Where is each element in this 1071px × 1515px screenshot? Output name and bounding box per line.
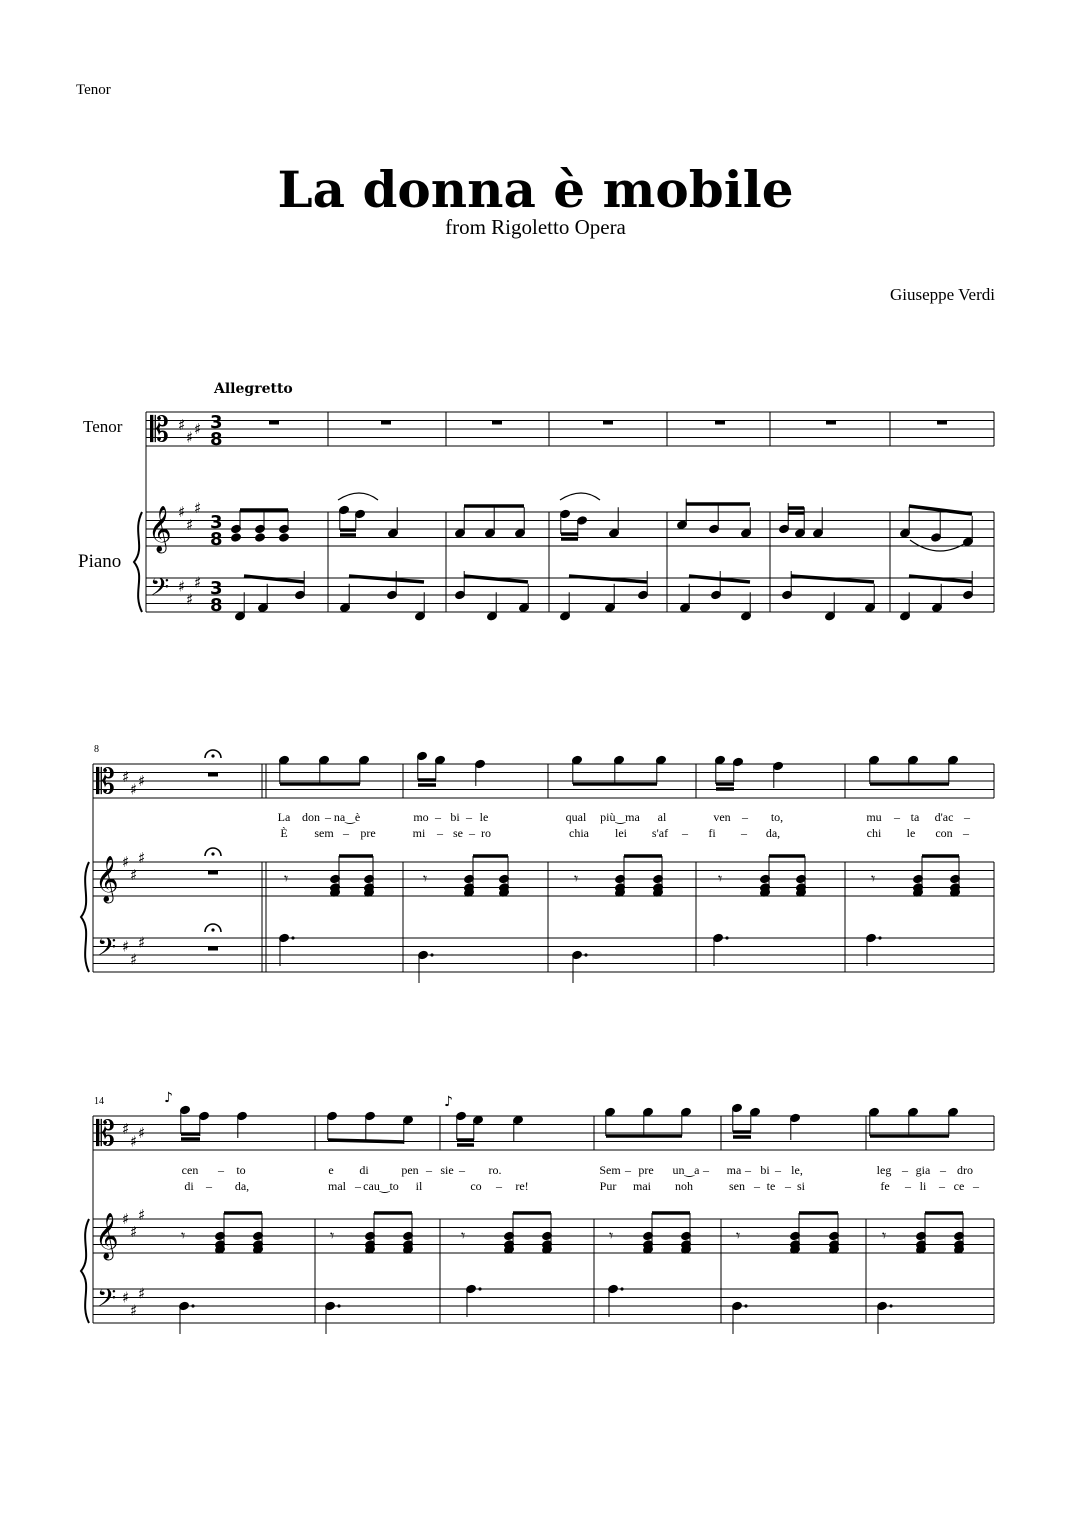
whole-rest bbox=[208, 947, 218, 951]
treble-clef-icon: 𝄞 bbox=[95, 1212, 119, 1259]
lyric-syllable: noh bbox=[675, 1179, 693, 1193]
key-signature-sharp-icon: ♯ bbox=[138, 933, 146, 952]
lyric-syllable: qual bbox=[565, 810, 587, 824]
lyric-syllable: dro bbox=[957, 1163, 973, 1177]
lyric-syllable: ce bbox=[953, 1179, 965, 1193]
lyric-syllable: s'af bbox=[651, 826, 669, 840]
bass-clef-icon: 𝄢 bbox=[150, 573, 170, 609]
lyric-syllable: – bbox=[902, 1163, 908, 1177]
whole-rest bbox=[381, 421, 391, 425]
lyric-syllable: – bbox=[435, 810, 441, 824]
eighth-rest-icon: 𝄾 bbox=[871, 869, 876, 889]
lyric-syllable: – bbox=[325, 810, 331, 824]
lyric-syllable: se bbox=[453, 826, 463, 840]
eighth-rest-icon: 𝄾 bbox=[718, 869, 723, 889]
augmentation-dot bbox=[878, 936, 881, 939]
lyric-syllable: al bbox=[657, 810, 667, 824]
key-signature-sharp-icon: ♯ bbox=[122, 767, 130, 786]
piano-brace bbox=[81, 1219, 89, 1323]
eighth-rest-icon: 𝄾 bbox=[330, 1226, 335, 1246]
lyric-syllable: da, bbox=[765, 826, 781, 840]
eighth-rest-icon: 𝄾 bbox=[574, 869, 579, 889]
whole-rest bbox=[715, 421, 725, 425]
lyric-syllable: – bbox=[206, 1179, 212, 1193]
lyric-syllable: e bbox=[328, 1163, 334, 1177]
score-title: La donna è mobile bbox=[277, 160, 794, 219]
treble-clef-icon: 𝄞 bbox=[95, 855, 119, 902]
whole-rest bbox=[208, 773, 218, 777]
note-beam bbox=[349, 576, 424, 582]
lyric-syllable: ro. bbox=[488, 1163, 502, 1177]
whole-rest bbox=[937, 421, 947, 425]
key-signature-sharp-icon: ♯ bbox=[186, 515, 194, 534]
grace-note-icon: ♪ bbox=[164, 1090, 173, 1106]
key-signature-sharp-icon: ♯ bbox=[186, 590, 194, 609]
grace-note-icon: ♪ bbox=[444, 1094, 453, 1110]
key-signature-sharp-icon: ♯ bbox=[194, 498, 202, 517]
augmentation-dot bbox=[744, 1304, 747, 1307]
lyric-syllable: gia bbox=[915, 1163, 931, 1177]
lyric-syllable: si bbox=[796, 1179, 806, 1193]
fermata-dot bbox=[211, 754, 214, 757]
eighth-rest-icon: 𝄾 bbox=[423, 869, 428, 889]
augmentation-dot bbox=[291, 936, 294, 939]
time-signature-numerator: 3 bbox=[210, 578, 223, 600]
lyric-syllable: Sem bbox=[599, 1163, 621, 1177]
time-signature-numerator: 3 bbox=[210, 412, 223, 434]
lyric-syllable: pen bbox=[401, 1163, 419, 1177]
lyric-syllable: – bbox=[625, 1163, 631, 1177]
augmentation-dot bbox=[889, 1304, 892, 1307]
piano-brace bbox=[81, 862, 89, 972]
note-beam bbox=[909, 576, 972, 582]
lyric-syllable: – bbox=[741, 826, 747, 840]
key-signature-sharp-icon: ♯ bbox=[186, 428, 194, 447]
slur bbox=[910, 540, 970, 551]
lyric-syllable: di bbox=[359, 1163, 369, 1177]
slur bbox=[338, 493, 378, 500]
lyric-syllable: li bbox=[919, 1179, 927, 1193]
key-signature-sharp-icon: ♯ bbox=[138, 1205, 146, 1224]
lyric-syllable: co bbox=[470, 1179, 482, 1193]
fermata-dot bbox=[211, 928, 214, 931]
lyric-syllable: – bbox=[426, 1163, 432, 1177]
whole-rest bbox=[826, 421, 836, 425]
note-beam bbox=[464, 576, 528, 582]
tempo-marking: Allegretto bbox=[214, 381, 293, 397]
instrument-label-tenor: Tenor bbox=[83, 417, 123, 436]
eighth-rest-icon: 𝄾 bbox=[736, 1226, 741, 1246]
lyric-syllable: bi bbox=[450, 810, 460, 824]
key-signature-sharp-icon: ♯ bbox=[130, 865, 138, 884]
c-clef-icon: 𝄡 bbox=[150, 409, 169, 450]
whole-rest bbox=[269, 421, 279, 425]
lyric-syllable: leg bbox=[876, 1163, 892, 1177]
whole-rest bbox=[603, 421, 613, 425]
key-signature-sharp-icon: ♯ bbox=[130, 1301, 138, 1320]
lyric-syllable: – bbox=[963, 826, 969, 840]
augmentation-dot bbox=[725, 936, 728, 939]
lyric-syllable: – bbox=[496, 1179, 502, 1193]
lyric-syllable: – bbox=[343, 826, 349, 840]
piano-brace bbox=[134, 512, 142, 612]
lyric-syllable: bi bbox=[760, 1163, 770, 1177]
lyric-syllable: – bbox=[775, 1163, 781, 1177]
note-beam bbox=[569, 576, 647, 582]
lyric-syllable: le, bbox=[791, 1163, 803, 1177]
note-beam bbox=[328, 1140, 404, 1142]
lyric-syllable: to bbox=[236, 1163, 246, 1177]
note-beam bbox=[244, 576, 304, 582]
lyric-syllable: sem bbox=[314, 826, 334, 840]
part-name: Tenor bbox=[76, 82, 111, 98]
key-signature-sharp-icon: ♯ bbox=[138, 1284, 146, 1303]
key-signature-sharp-icon: ♯ bbox=[122, 1210, 130, 1228]
measure-number-14: 14 bbox=[94, 1096, 104, 1107]
lyric-syllable: ta bbox=[910, 810, 920, 824]
eighth-rest-icon: 𝄾 bbox=[461, 1226, 466, 1246]
lyric-syllable: chi bbox=[866, 826, 882, 840]
notehead bbox=[279, 533, 290, 543]
lyric-syllable: pre bbox=[360, 826, 376, 840]
whole-rest bbox=[492, 421, 502, 425]
lyric-syllable: – bbox=[742, 810, 748, 824]
lyric-syllable: – bbox=[905, 1179, 911, 1193]
lyric-syllable: – bbox=[459, 1163, 465, 1177]
instrument-label-piano: Piano bbox=[78, 551, 122, 572]
lyric-syllable: pre bbox=[638, 1163, 654, 1177]
key-signature-sharp-icon: ♯ bbox=[178, 577, 186, 596]
lyric-syllable: – bbox=[682, 826, 688, 840]
treble-clef-icon: 𝄞 bbox=[148, 505, 172, 552]
lyric-syllable: – bbox=[973, 1179, 979, 1193]
lyric-syllable: – bbox=[355, 1179, 361, 1193]
lyric-syllable: – bbox=[469, 826, 475, 840]
lyric-syllable: – bbox=[939, 1179, 945, 1193]
lyric-syllable: – bbox=[437, 826, 443, 840]
eighth-rest-icon: 𝄾 bbox=[181, 1226, 186, 1246]
composer-name: Giuseppe Verdi bbox=[890, 285, 995, 304]
time-signature-denominator: 8 bbox=[210, 595, 223, 617]
lyric-syllable: – bbox=[940, 1163, 946, 1177]
lyric-syllable: d'ac bbox=[934, 810, 954, 824]
note-beam bbox=[791, 576, 874, 582]
lyric-syllable: cau‿to bbox=[363, 1179, 399, 1193]
lyric-syllable: mu bbox=[866, 810, 882, 824]
lyric-syllable: re! bbox=[515, 1179, 529, 1193]
key-signature-sharp-icon: ♯ bbox=[130, 950, 138, 969]
key-signature-sharp-icon: ♯ bbox=[138, 772, 146, 790]
lyric-syllable: te bbox=[766, 1179, 776, 1193]
augmentation-dot bbox=[478, 1287, 481, 1290]
bass-clef-icon: 𝄢 bbox=[97, 933, 117, 969]
lyric-syllable: – bbox=[964, 810, 970, 824]
lyric-syllable: da, bbox=[234, 1179, 250, 1193]
lyric-syllable: Pur bbox=[599, 1179, 617, 1193]
lyric-syllable: – bbox=[894, 810, 900, 824]
lyric-syllable: fi bbox=[708, 826, 716, 840]
fermata-dot bbox=[211, 852, 214, 855]
lyric-syllable: ven bbox=[713, 810, 731, 824]
lyric-syllable: na‿è bbox=[333, 810, 361, 824]
lyric-syllable: ro bbox=[481, 826, 491, 840]
eighth-rest-icon: 𝄾 bbox=[284, 869, 289, 889]
key-signature-sharp-icon: ♯ bbox=[122, 853, 130, 871]
whole-rest bbox=[208, 871, 218, 875]
augmentation-dot bbox=[584, 953, 587, 956]
lyric-syllable: il bbox=[415, 1179, 423, 1193]
lyric-syllable: – bbox=[466, 810, 472, 824]
notehead bbox=[231, 533, 242, 543]
lyric-syllable: – bbox=[745, 1163, 751, 1177]
augmentation-dot bbox=[620, 1287, 623, 1290]
lyric-syllable: le bbox=[906, 826, 916, 840]
lyric-syllable: ma bbox=[726, 1163, 742, 1177]
lyric-syllable: lei bbox=[615, 826, 627, 840]
key-signature-sharp-icon: ♯ bbox=[130, 1132, 138, 1151]
lyric-syllable: mal bbox=[328, 1179, 346, 1193]
lyric-syllable: mo bbox=[413, 810, 429, 824]
lyric-syllable: – bbox=[785, 1179, 791, 1193]
key-signature-sharp-icon: ♯ bbox=[130, 780, 138, 799]
lyric-syllable: le bbox=[479, 810, 489, 824]
lyric-syllable: più‿ma bbox=[600, 810, 640, 824]
key-signature-sharp-icon: ♯ bbox=[122, 1288, 130, 1307]
augmentation-dot bbox=[191, 1304, 194, 1307]
lyric-syllable: La bbox=[277, 810, 291, 824]
notehead bbox=[255, 533, 266, 543]
lyric-syllable: mai bbox=[633, 1179, 651, 1193]
key-signature-sharp-icon: ♯ bbox=[194, 420, 202, 438]
eighth-rest-icon: 𝄾 bbox=[882, 1226, 887, 1246]
lyric-syllable: fe bbox=[880, 1179, 890, 1193]
lyric-syllable: un‿a bbox=[672, 1163, 700, 1177]
c-clef-icon: 𝄡 bbox=[96, 1113, 115, 1154]
time-signature-denominator: 8 bbox=[210, 529, 223, 551]
c-clef-icon: 𝄡 bbox=[96, 761, 115, 802]
lyric-syllable: È bbox=[280, 826, 288, 840]
lyric-syllable: cen bbox=[181, 1163, 199, 1177]
lyric-syllable: – bbox=[218, 1163, 224, 1177]
key-signature-sharp-icon: ♯ bbox=[178, 415, 186, 434]
time-signature-denominator: 8 bbox=[210, 429, 223, 451]
score-subtitle: from Rigoletto Opera bbox=[445, 215, 626, 239]
time-signature-numerator: 3 bbox=[210, 512, 223, 534]
lyric-syllable: – bbox=[703, 1163, 709, 1177]
key-signature-sharp-icon: ♯ bbox=[138, 848, 146, 867]
augmentation-dot bbox=[430, 953, 433, 956]
lyric-syllable: sen bbox=[729, 1179, 745, 1193]
key-signature-sharp-icon: ♯ bbox=[194, 573, 202, 592]
lyric-syllable: con bbox=[935, 826, 953, 840]
key-signature-sharp-icon: ♯ bbox=[122, 937, 130, 956]
lyric-syllable: don bbox=[302, 810, 320, 824]
eighth-rest-icon: 𝄾 bbox=[609, 1226, 614, 1246]
key-signature-sharp-icon: ♯ bbox=[138, 1124, 146, 1142]
lyric-syllable: sie bbox=[440, 1163, 454, 1177]
key-signature-sharp-icon: ♯ bbox=[122, 1119, 130, 1138]
key-signature-sharp-icon: ♯ bbox=[178, 503, 186, 521]
lyric-syllable: chia bbox=[569, 826, 589, 840]
bass-clef-icon: 𝄢 bbox=[97, 1284, 117, 1320]
note-beam bbox=[689, 576, 750, 582]
lyric-syllable: mi bbox=[412, 826, 426, 840]
augmentation-dot bbox=[337, 1304, 340, 1307]
key-signature-sharp-icon: ♯ bbox=[130, 1222, 138, 1241]
slur bbox=[560, 493, 600, 500]
lyric-syllable: di bbox=[184, 1179, 194, 1193]
measure-number-8: 8 bbox=[94, 744, 99, 755]
lyric-syllable: to, bbox=[770, 810, 784, 824]
lyric-syllable: – bbox=[754, 1179, 760, 1193]
